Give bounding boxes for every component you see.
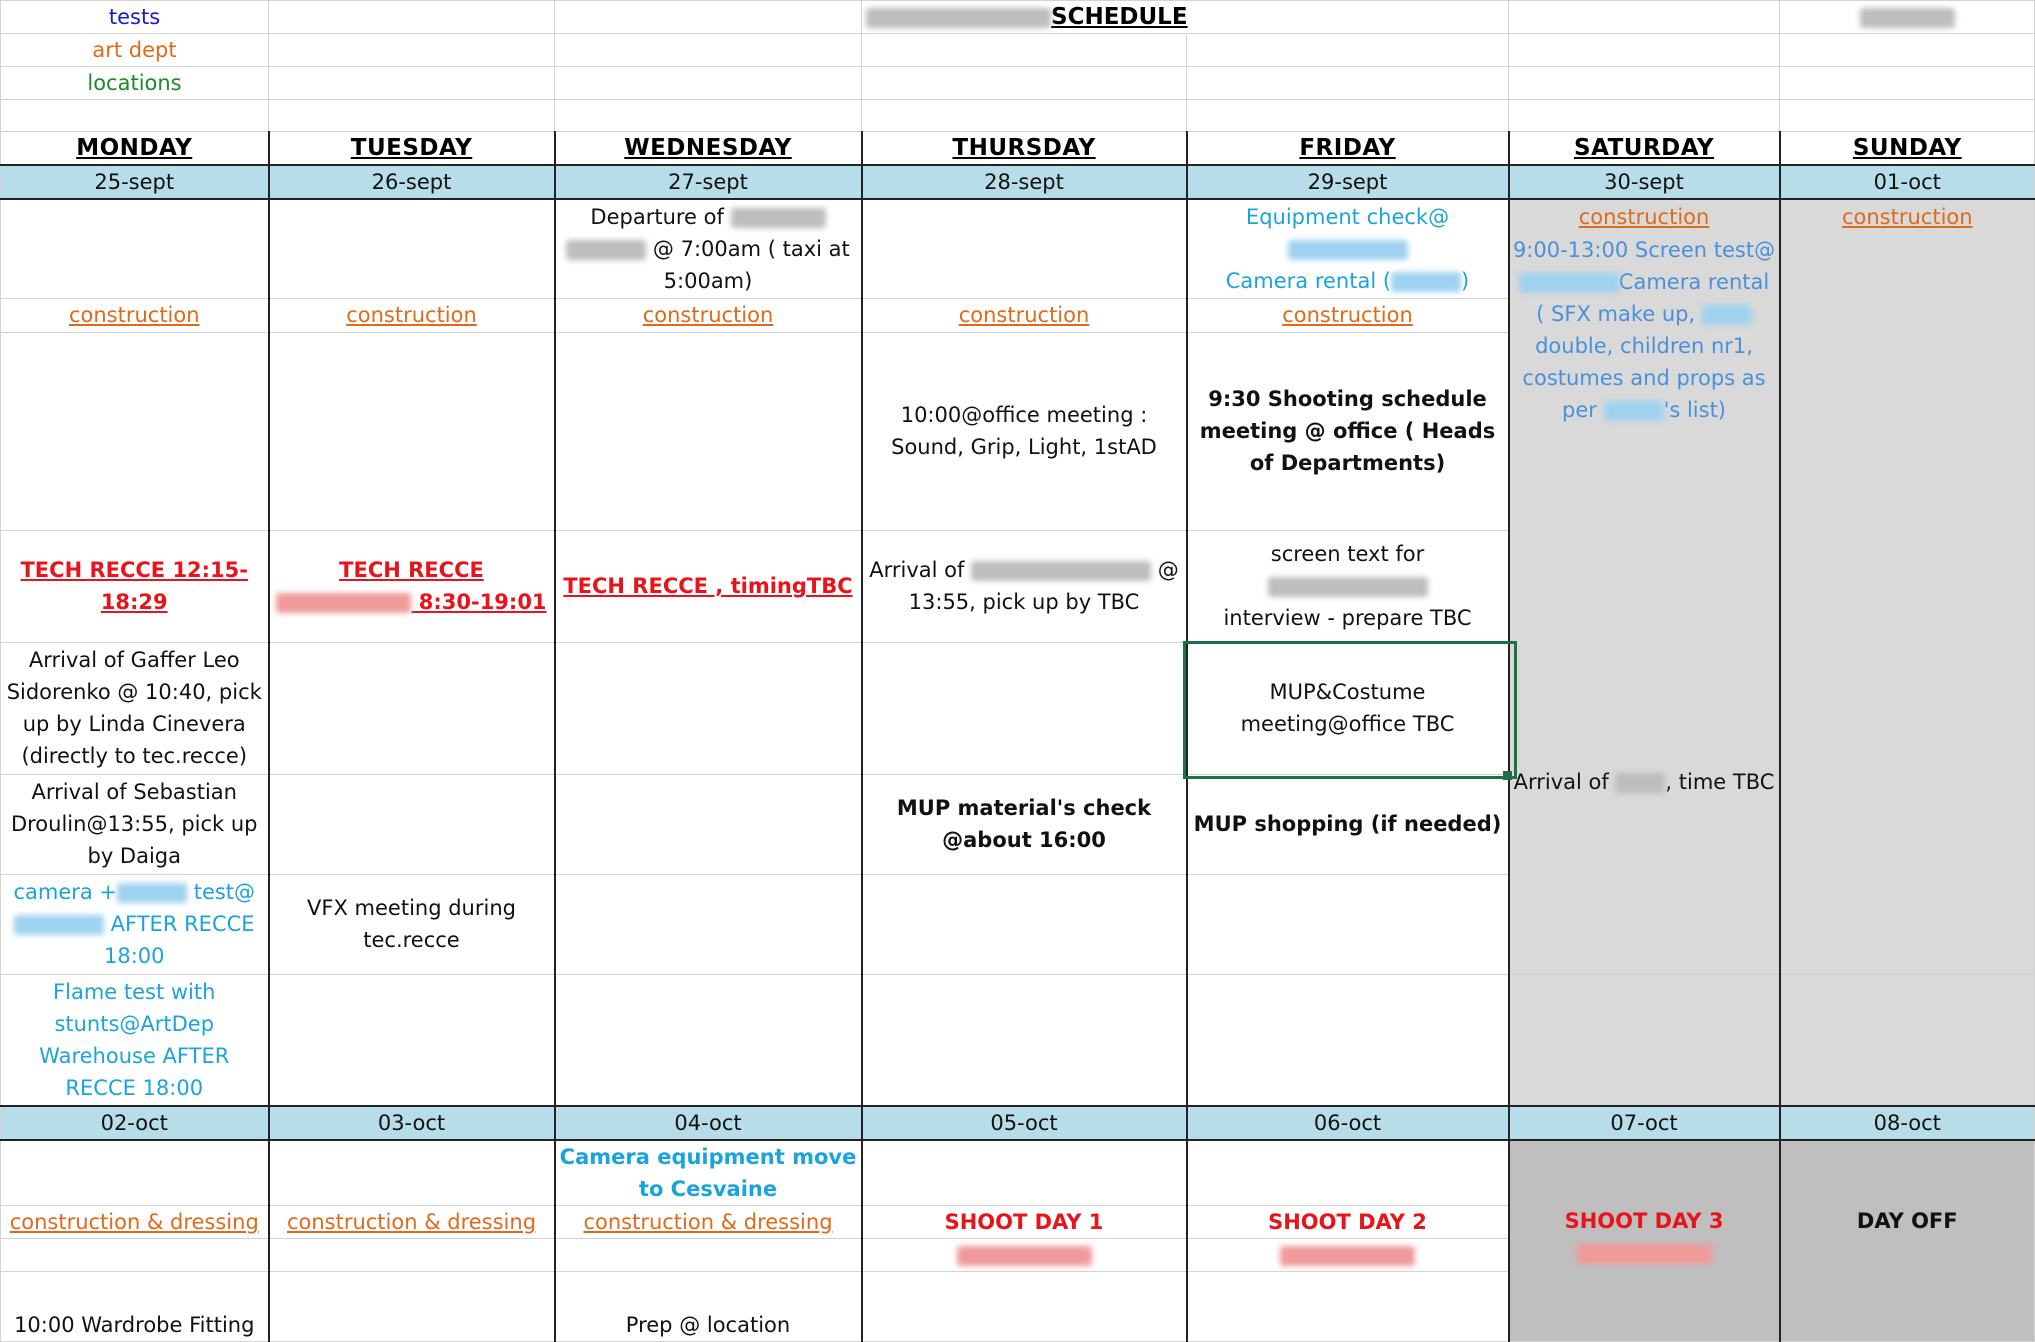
cell[interactable]	[1509, 1, 1780, 34]
day-header-friday[interactable]: FRIDAY	[1187, 132, 1509, 166]
day-header-monday[interactable]: MONDAY	[1, 132, 269, 166]
redacted-cell[interactable]	[862, 1239, 1187, 1272]
construction-dressing-cell[interactable]: construction & dressing	[1, 1206, 269, 1239]
fri-shoot-day-2[interactable]: SHOOT DAY 2	[1187, 1206, 1509, 1239]
legend-tests[interactable]: tests	[1, 1, 269, 34]
sun-construction-cell[interactable]: construction	[1780, 199, 2035, 974]
sun-day-off[interactable]: DAY OFF	[1780, 1140, 2035, 1342]
fri-equipment-cell[interactable]: Equipment check@ Camera rental ( )	[1187, 199, 1509, 298]
thu-arrival[interactable]: Arrival of @ 13:55, pick up by TBC	[862, 530, 1187, 642]
legend-art-dept[interactable]: art dept	[1, 34, 269, 67]
wed-departure-cell[interactable]: Departure of @ 7:00am ( taxi at 5:00am)	[555, 199, 862, 298]
day-header-tuesday[interactable]: TUESDAY	[269, 132, 555, 166]
construction-cell[interactable]: construction	[862, 298, 1187, 332]
cell[interactable]	[269, 1, 555, 34]
date-cell[interactable]: 25-sept	[1, 165, 269, 199]
date-cell[interactable]: 28-sept	[862, 165, 1187, 199]
cell[interactable]	[555, 1, 862, 34]
fill-handle[interactable]	[1503, 771, 1512, 780]
thu-shoot-day-1[interactable]: SHOOT DAY 1	[862, 1206, 1187, 1239]
sat-shoot-day-3[interactable]: SHOOT DAY 3	[1509, 1140, 1780, 1342]
fri-mup-costume[interactable]: MUP&Costume meeting@office TBC	[1187, 642, 1509, 774]
mon-flame-test[interactable]: Flame test with stunts@ArtDep Warehouse AFTER RECCE 18:00	[1, 974, 269, 1106]
date-cell[interactable]: 26-sept	[269, 165, 555, 199]
wed-tech-recce[interactable]: TECH RECCE , timingTBC	[555, 530, 862, 642]
fri-mup-shopping[interactable]: MUP shopping (if needed)	[1187, 774, 1509, 874]
mon-wardrobe-fitting[interactable]: 10:00 Wardrobe Fitting	[1, 1272, 269, 1342]
thu-office-meeting[interactable]: 10:00@office meeting : Sound, Grip, Light, 1stAD	[862, 332, 1187, 530]
wed-prep-location[interactable]: Prep @ location	[555, 1272, 862, 1342]
date-cell[interactable]: 29-sept	[1187, 165, 1509, 199]
date-cell[interactable]: 08-oct	[1780, 1106, 2035, 1140]
mon-gaffer-arrival[interactable]: Arrival of Gaffer Leo Sidorenko @ 10:40, pick up by Linda Cinevera (directly to tec.recce)	[1, 642, 269, 774]
day-header-thursday[interactable]: THURSDAY	[862, 132, 1187, 166]
mon-tech-recce[interactable]: TECH RECCE 12:15-18:29	[1, 530, 269, 642]
construction-dressing-cell[interactable]: construction & dressing	[555, 1206, 862, 1239]
construction-cell[interactable]: construction	[1187, 298, 1509, 332]
day-header-wednesday[interactable]: WEDNESDAY	[555, 132, 862, 166]
date-cell[interactable]: 02-oct	[1, 1106, 269, 1140]
date-cell[interactable]: 07-oct	[1509, 1106, 1780, 1140]
redacted-cell[interactable]	[1187, 1239, 1509, 1272]
construction-cell[interactable]: construction	[1, 298, 269, 332]
construction-cell[interactable]: construction	[269, 298, 555, 332]
day-header-saturday[interactable]: SATURDAY	[1509, 132, 1780, 166]
date-cell[interactable]: 04-oct	[555, 1106, 862, 1140]
redacted-cell[interactable]	[1780, 1, 2035, 34]
construction-dressing-cell[interactable]: construction & dressing	[269, 1206, 555, 1239]
date-cell[interactable]: 01-oct	[1780, 165, 2035, 199]
date-cell[interactable]: 03-oct	[269, 1106, 555, 1140]
date-cell[interactable]: 27-sept	[555, 165, 862, 199]
wed-camera-move[interactable]: Camera equipment move to Cesvaine	[555, 1140, 862, 1206]
sat-screen-test-cell[interactable]: construction 9:00-13:00 Screen test@ Camera rental ( SFX make up, double, children nr1, costumes and props as per 's list) Arrival of , time TBC	[1509, 199, 1780, 974]
legend-locations[interactable]: locations	[1, 67, 269, 100]
date-cell[interactable]: 30-sept	[1509, 165, 1780, 199]
day-header-sunday[interactable]: SUNDAY	[1780, 132, 2035, 166]
date-cell[interactable]: 05-oct	[862, 1106, 1187, 1140]
thu-mup-check[interactable]: MUP material's check @about 16:00	[862, 774, 1187, 874]
sat-arrival[interactable]: Arrival of , time TBC	[1513, 770, 1775, 794]
mon-camera-test[interactable]: camera + test@ AFTER RECCE 18:00	[1, 874, 269, 974]
fri-screen-text[interactable]: screen text for interview - prepare TBC	[1187, 530, 1509, 642]
construction-cell[interactable]: construction	[555, 298, 862, 332]
date-cell[interactable]: 06-oct	[1187, 1106, 1509, 1140]
fri-shooting-meeting[interactable]: 9:30 Shooting schedule meeting @ office ( Heads of Departments)	[1187, 332, 1509, 530]
mon-sebastian-arrival[interactable]: Arrival of Sebastian Droulin@13:55, pick up by Daiga	[1, 774, 269, 874]
tue-tech-recce[interactable]: TECH RECCE 8:30-19:01	[269, 530, 555, 642]
schedule-title[interactable]: SCHEDULE	[862, 1, 1509, 34]
tue-vfx-meeting[interactable]: VFX meeting during tec.recce	[269, 874, 555, 974]
